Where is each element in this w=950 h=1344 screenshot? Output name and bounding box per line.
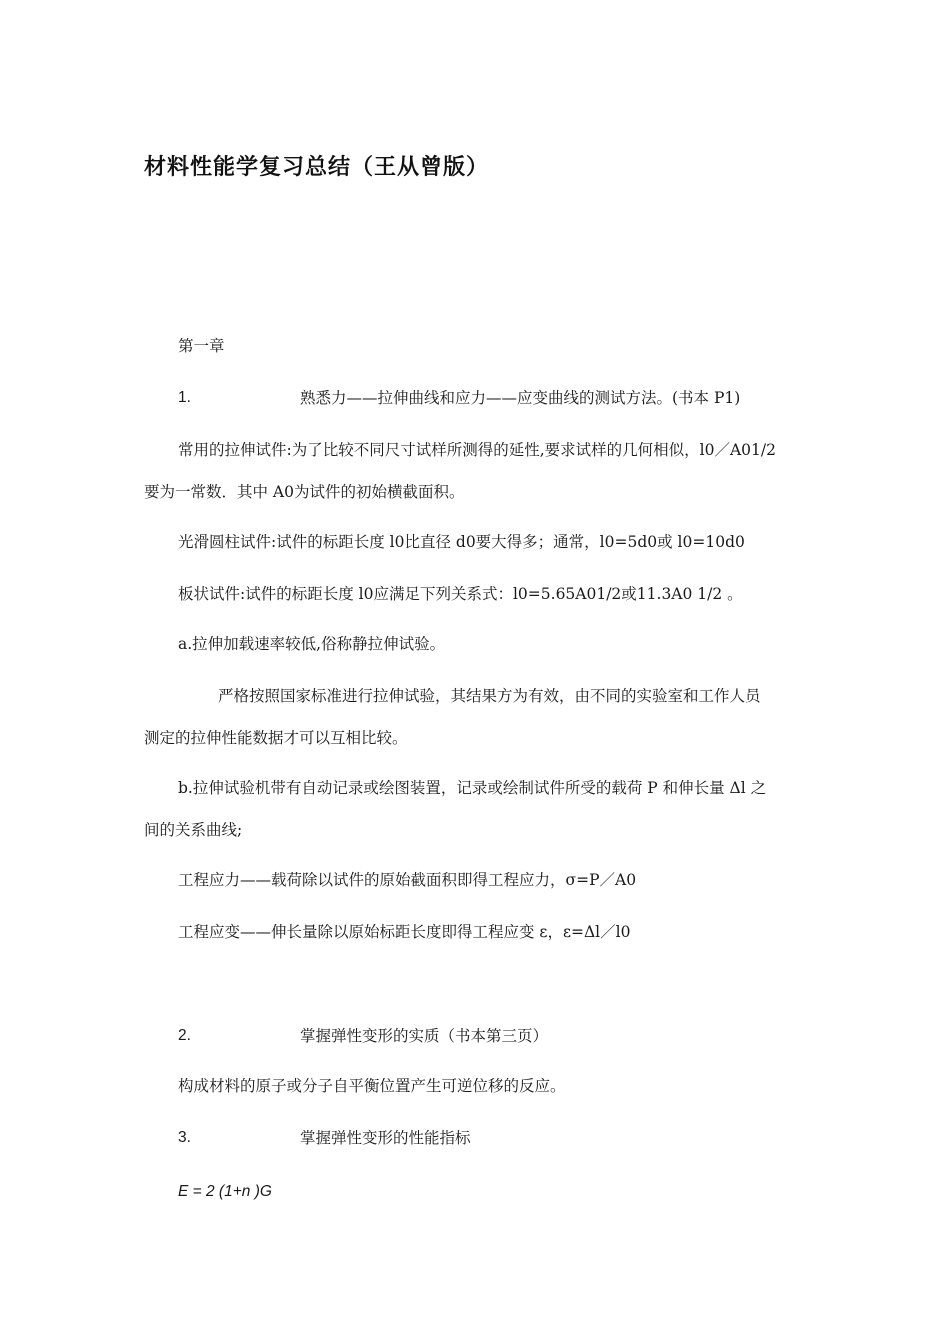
section-1-number: 1. — [178, 389, 191, 406]
engineering-strain-definition: 工程应变——伸长量除以原始标距长度即得工程应变 ε，ε=Δl／l0 — [178, 923, 631, 941]
section-3-number: 3. — [178, 1129, 191, 1146]
paragraph-1-line-1: 常用的拉伸试件:为了比较不同尺寸试样所测得的延性,要求试样的几何相似，l0／A01/2 — [178, 441, 776, 459]
section-2-number: 2. — [178, 1027, 191, 1044]
paragraph-6-line-1: b.拉伸试验机带有自动记录或绘图装置，记录或绘制试件所受的载荷 P 和伸长量 Δl 之 — [178, 779, 767, 797]
paragraph-1-line-2: 要为一常数．其中 A0为试件的初始横截面积。 — [144, 483, 465, 501]
section-2-heading: 掌握弹性变形的实质（书本第三页） — [300, 1027, 549, 1045]
paragraph-5-line-2: 测定的拉伸性能数据才可以互相比较。 — [144, 729, 408, 747]
section-3-heading: 掌握弹性变形的性能指标 — [300, 1129, 471, 1147]
paragraph-9: 构成材料的原子或分子自平衡位置产生可逆位移的反应。 — [178, 1077, 566, 1095]
engineering-stress-definition: 工程应力——载荷除以试件的原始截面积即得工程应力，σ=P／A0 — [178, 871, 637, 889]
chapter-heading: 第一章 — [178, 337, 225, 355]
elastic-modulus-formula: E = 2 (1+n )G — [178, 1183, 272, 1200]
paragraph-3: 板状试件:试件的标距长度 l0应满足下列关系式：l0=5.65A01/2或11.3A0 1/2 。 — [178, 585, 743, 603]
document-title: 材料性能学复习总结（王从曾版） — [144, 155, 490, 180]
paragraph-2: 光滑圆柱试件:试件的标距长度 l0比直径 d0要大得多；通常，l0=5d0或 l0=10d0 — [178, 533, 745, 551]
paragraph-4: a.拉伸加载速率较低,俗称静拉伸试验。 — [178, 635, 446, 653]
paragraph-5-line-1: 严格按照国家标准进行拉伸试验，其结果方为有效，由不同的实验室和工作人员 — [218, 687, 761, 705]
section-1-heading: 熟悉力——拉伸曲线和应力——应变曲线的测试方法。(书本 P1) — [300, 389, 741, 407]
paragraph-6-line-2: 间的关系曲线; — [144, 821, 243, 839]
